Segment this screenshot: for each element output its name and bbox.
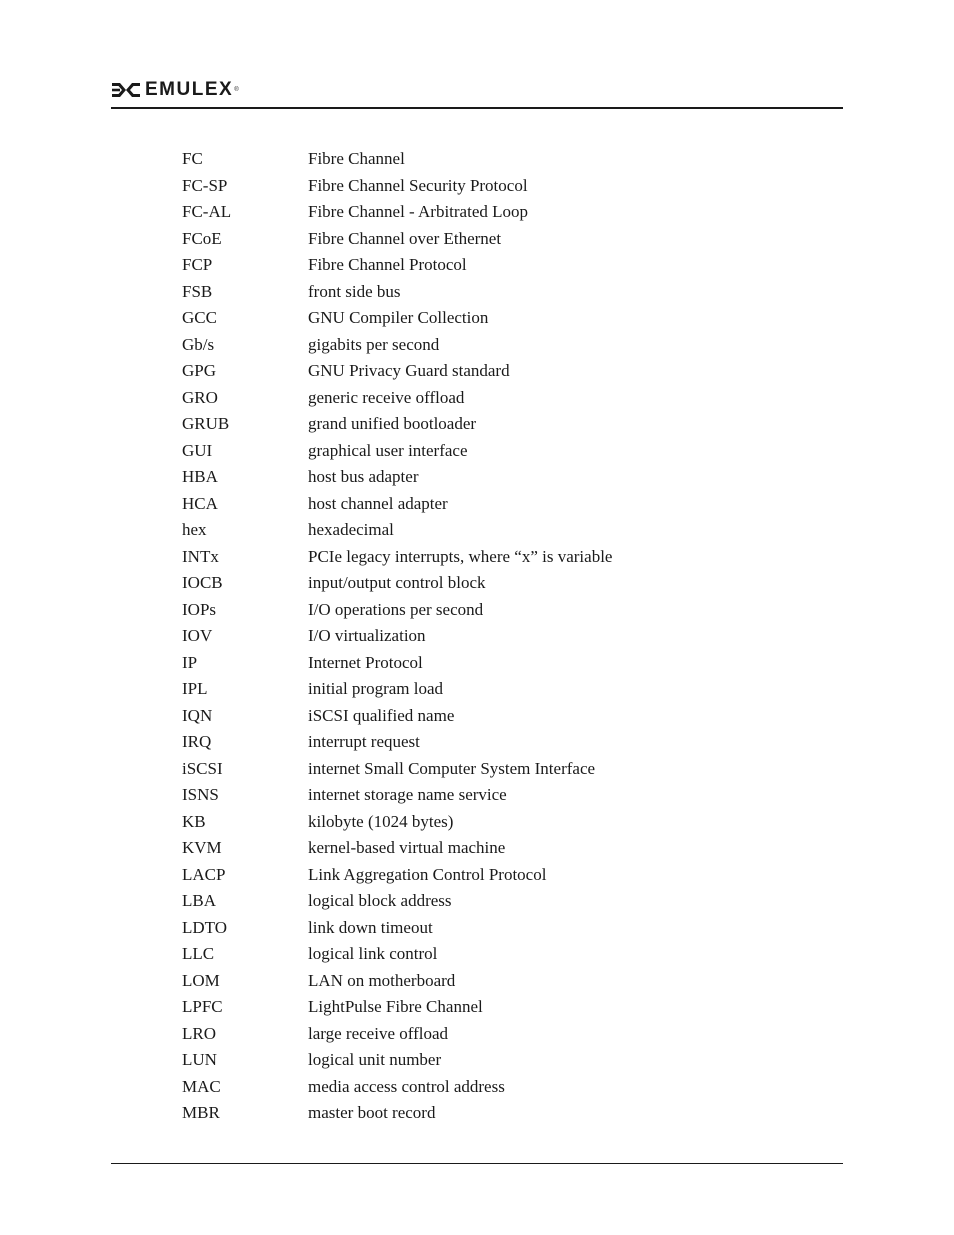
footer-divider	[111, 1163, 843, 1164]
glossary-definition: I/O operations per second	[308, 599, 484, 619]
glossary-row	[182, 1100, 782, 1127]
glossary-definition: Fibre Channel Protocol	[308, 255, 467, 274]
glossary-term: FCoE	[182, 228, 222, 248]
glossary-definition: front side bus	[308, 281, 401, 301]
glossary-term: IP	[182, 652, 198, 672]
logo-trademark: ®	[234, 87, 239, 93]
glossary-term: MBR	[182, 1103, 220, 1122]
glossary-term: IOCB	[182, 573, 223, 592]
glossary-definition: media access control address	[308, 1076, 505, 1096]
glossary-definition: interrupt request	[308, 732, 420, 751]
glossary-definition: PCIe legacy interrupts, where “x” is variable	[308, 546, 613, 566]
glossary-term: KB	[182, 811, 206, 831]
glossary-term: IQN	[182, 705, 213, 725]
glossary-term: GCC	[182, 308, 217, 327]
glossary-definition: host bus adapter	[308, 467, 419, 486]
glossary-term: GRO	[182, 387, 218, 407]
glossary-row	[182, 438, 782, 465]
glossary-term: INTx	[182, 546, 219, 566]
glossary-term: IRQ	[182, 732, 212, 751]
glossary-definition: Link Aggregation Control Protocol	[308, 864, 547, 884]
glossary-row	[182, 835, 782, 862]
glossary-term: iSCSI	[182, 758, 223, 778]
glossary-term: LOM	[182, 970, 220, 990]
glossary-definition: gigabits per second	[308, 334, 440, 354]
glossary-definition: Internet Protocol	[308, 652, 423, 672]
glossary-term: IPL	[182, 679, 208, 698]
glossary-term: LACP	[182, 864, 226, 884]
glossary-term: GPG	[182, 361, 217, 380]
glossary-term: IOPs	[182, 599, 217, 619]
glossary-term: IOV	[182, 626, 213, 645]
glossary-row	[182, 544, 782, 571]
glossary-term: GUI	[182, 440, 213, 460]
glossary-definition: Fibre Channel	[308, 149, 405, 168]
glossary-definition: GNU Compiler Collection	[308, 308, 489, 327]
glossary-term: LUN	[182, 1050, 217, 1069]
glossary-definition: logical unit number	[308, 1050, 442, 1069]
glossary-row	[182, 994, 782, 1021]
glossary-row	[182, 597, 782, 624]
glossary-row	[182, 332, 782, 359]
glossary-definition: internet Small Computer System Interface	[308, 758, 596, 778]
glossary-row	[182, 146, 782, 173]
glossary-list	[182, 146, 782, 1127]
glossary-definition: I/O virtualization	[308, 626, 426, 645]
glossary-definition: graphical user interface	[308, 440, 468, 460]
glossary-row	[182, 199, 782, 226]
glossary-term: hex	[182, 520, 207, 539]
glossary-term: Gb/s	[182, 334, 215, 354]
glossary-row	[182, 491, 782, 518]
glossary-row	[182, 358, 782, 385]
glossary-row	[182, 173, 782, 200]
glossary-definition: LAN on motherboard	[308, 970, 456, 990]
glossary-term: LPFC	[182, 997, 223, 1016]
glossary-definition: host channel adapter	[308, 493, 448, 513]
glossary-row	[182, 729, 782, 756]
glossary-definition: Fibre Channel Security Protocol	[308, 175, 528, 195]
glossary-row	[182, 385, 782, 412]
glossary-definition: input/output control block	[308, 573, 486, 592]
glossary-row	[182, 703, 782, 730]
glossary-definition: kilobyte (1024 bytes)	[308, 811, 454, 831]
glossary-definition: iSCSI qualified name	[308, 705, 455, 725]
glossary-term: HBA	[182, 467, 218, 486]
glossary-definition: logical link control	[308, 944, 438, 963]
glossary-term: FC	[182, 149, 203, 168]
glossary-row	[182, 862, 782, 889]
glossary-row	[182, 650, 782, 677]
glossary-term: MAC	[182, 1076, 221, 1096]
glossary-term: FC-AL	[182, 202, 232, 221]
glossary-definition: LightPulse Fibre Channel	[308, 997, 483, 1016]
header-divider	[111, 107, 843, 109]
glossary-row	[182, 756, 782, 783]
glossary-term: LBA	[182, 891, 216, 910]
glossary-definition: kernel-based virtual machine	[308, 838, 506, 857]
glossary-definition: initial program load	[308, 679, 444, 698]
glossary-definition: generic receive offload	[308, 387, 465, 407]
glossary-row	[182, 782, 782, 809]
glossary-row	[182, 517, 782, 544]
glossary-term: ISNS	[182, 785, 219, 804]
glossary-term: FCP	[182, 255, 213, 274]
glossary-row	[182, 252, 782, 279]
glossary-definition: GNU Privacy Guard standard	[308, 361, 510, 380]
glossary-definition: logical block address	[308, 891, 452, 910]
glossary-definition: Fibre Channel - Arbitrated Loop	[308, 202, 529, 221]
glossary-row	[182, 888, 782, 915]
glossary-row	[182, 941, 782, 968]
glossary-row	[182, 570, 782, 597]
glossary-row	[182, 915, 782, 942]
glossary-term: LRO	[182, 1023, 216, 1043]
glossary-definition: Fibre Channel over Ethernet	[308, 228, 502, 248]
logo-text: EMULEX	[145, 79, 234, 100]
emulex-logo	[111, 80, 239, 100]
glossary-definition: large receive offload	[308, 1023, 449, 1043]
glossary-definition: master boot record	[308, 1103, 436, 1122]
glossary-term: LDTO	[182, 917, 228, 937]
glossary-row	[182, 809, 782, 836]
glossary-row	[182, 305, 782, 332]
glossary-term: LLC	[182, 944, 215, 963]
glossary-term: FC-SP	[182, 175, 228, 195]
glossary-row	[182, 226, 782, 253]
glossary-row	[182, 411, 782, 438]
glossary-row	[182, 1047, 782, 1074]
glossary-row	[182, 623, 782, 650]
glossary-term: HCA	[182, 493, 218, 513]
emulex-logo-icon	[111, 81, 141, 99]
glossary-row	[182, 676, 782, 703]
glossary-term: GRUB	[182, 414, 230, 433]
glossary-term: KVM	[182, 838, 222, 857]
glossary-row	[182, 1021, 782, 1048]
glossary-term: FSB	[182, 281, 213, 301]
glossary-definition: internet storage name service	[308, 785, 507, 804]
glossary-row	[182, 1074, 782, 1101]
glossary-definition: grand unified bootloader	[308, 414, 477, 433]
glossary-row	[182, 279, 782, 306]
glossary-definition: link down timeout	[308, 917, 433, 937]
glossary-row	[182, 968, 782, 995]
glossary-definition: hexadecimal	[308, 520, 394, 539]
glossary-row	[182, 464, 782, 491]
